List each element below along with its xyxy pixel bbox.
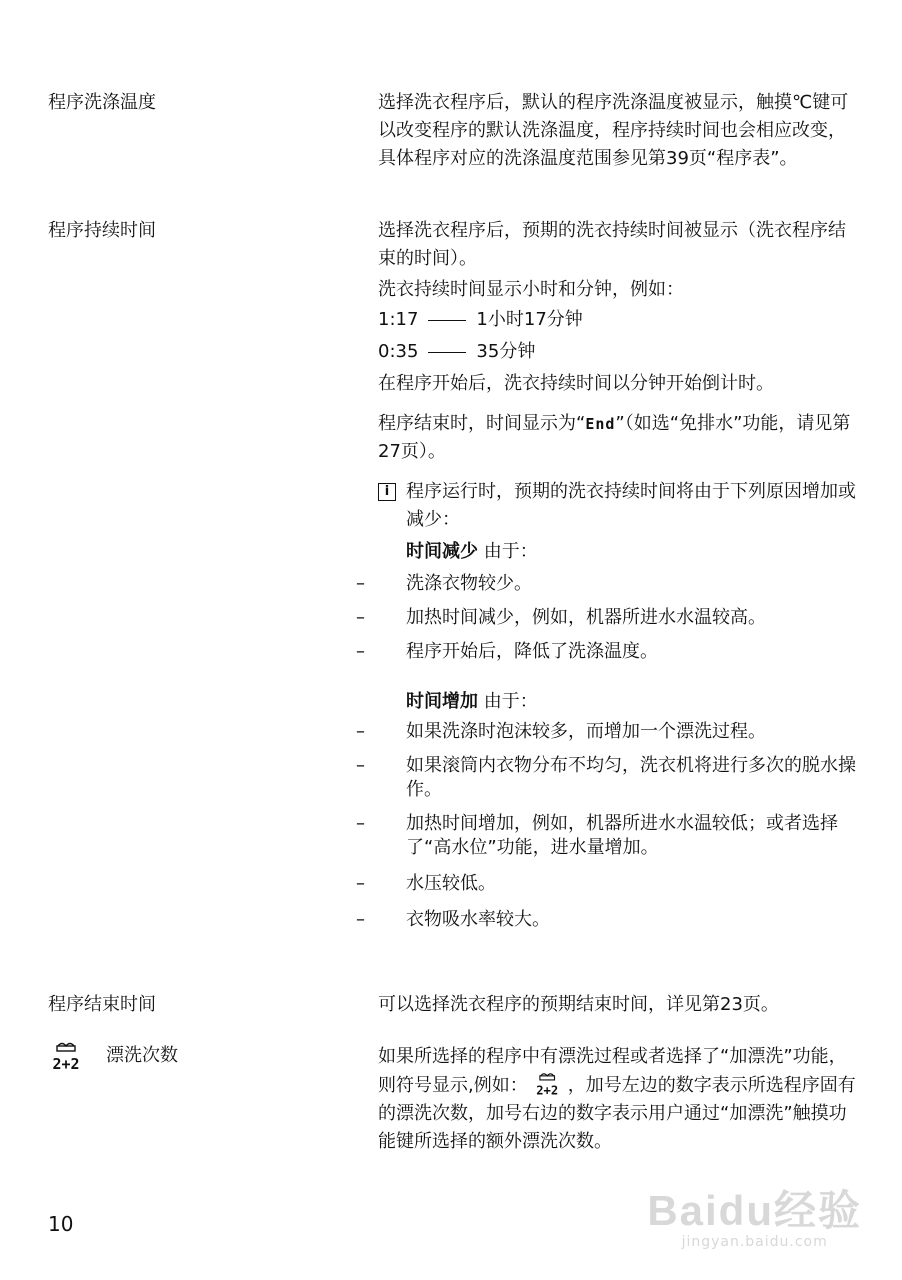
list-item: [350, 638, 858, 666]
text: 程序结束时，时间显示为“: [378, 413, 586, 434]
watermark: [647, 1178, 862, 1250]
item-text: 如果洗涤时泡沫较多，而增加一个漂洗过程。: [406, 721, 766, 742]
increase-by: 由于：: [483, 691, 538, 712]
list-item: [350, 906, 858, 934]
list-item: [350, 754, 858, 802]
item-text: 如果滚筒内衣物分布不均匀，洗衣机将进行多次的脱水操作。: [406, 755, 856, 800]
text: ”（如选“免排水”功能，请见第27页）。: [378, 413, 851, 462]
example-code: 0:35: [378, 341, 419, 362]
watermark-url: jingyan.baidu.com: [681, 1234, 828, 1250]
text: 如果所选择的程序中有漂洗过程或者选择了“加漂洗”功能，则符号显示,例如：: [378, 1046, 847, 1096]
increase-title: 时间增加: [406, 691, 478, 712]
paragraph: 选择洗衣程序后，默认的程序洗涤温度被显示，触摸℃键可以改变程序的默认洗涤温度，程序持续时间也会相应改变，具体程序对应的洗涤温度范围参见第39页“程序表”。: [378, 92, 849, 169]
list-item: [350, 604, 858, 632]
paragraph: [378, 1043, 858, 1156]
info-note: [378, 478, 858, 534]
dash: –: [356, 909, 365, 930]
paragraph: 洗衣持续时间显示小时和分钟，例如：: [378, 279, 684, 300]
label-program-duration: 程序持续时间: [48, 220, 156, 241]
watermark-logo: Baidu经验: [647, 1187, 862, 1234]
list-item: [350, 718, 858, 746]
label-wash-temperature: 程序洗涤温度: [48, 92, 156, 113]
item-text: 衣物吸水率较大。: [406, 909, 550, 930]
decrease-title: 时间减少: [406, 541, 478, 562]
text-program-end-time: [378, 991, 858, 1019]
list-item: [350, 870, 858, 898]
label-rinse-count-row: [48, 1040, 178, 1072]
increase-list: [356, 718, 858, 934]
dash: –: [356, 641, 365, 662]
list-item: [350, 812, 858, 860]
example-row: [378, 306, 858, 334]
dash: –: [356, 573, 365, 594]
dash: –: [356, 721, 365, 742]
list-item: [350, 570, 858, 598]
paragraph: 选择洗衣程序后，预期的洗衣持续时间被显示（洗衣程序结束的时间）。: [378, 220, 846, 269]
paragraph: 可以选择洗衣程序的预期结束时间，详见第23页。: [378, 994, 779, 1015]
text-program-duration: [356, 217, 858, 934]
dash: –: [356, 607, 365, 628]
item-text: 加热时间减少，例如，机器所进水水温较高。: [406, 607, 766, 628]
text-rinse-count: [378, 1043, 858, 1156]
example-text: 1小时17分钟: [476, 309, 583, 330]
paragraph: 在程序开始后，洗衣持续时间以分钟开始倒计时。: [378, 373, 774, 394]
increase-heading: [378, 688, 858, 716]
decrease-heading: [378, 538, 858, 566]
item-text: 水压较低。: [406, 873, 496, 894]
label-rinse-count: 漂洗次数: [106, 1045, 178, 1066]
rinse-icon-text: 2+2: [52, 1055, 80, 1072]
paragraph-end-display: [378, 410, 858, 466]
page-number: 10: [48, 1212, 74, 1236]
example-code: 1:17: [378, 309, 419, 330]
decrease-list: [0, 570, 858, 666]
item-text: 加热时间增加，例如，机器所进水水温较低；或者选择了“高水位”功能，进水量增加。: [406, 813, 838, 858]
info-icon: i: [378, 483, 396, 501]
rinse-icon-inline: [532, 1071, 564, 1097]
rinse-icon: [48, 1040, 86, 1072]
label-program-end-time: 程序结束时间: [48, 994, 156, 1015]
decrease-by: 由于：: [483, 541, 538, 562]
info-text: 程序运行时，预期的洗衣持续时间将由于下列原因增加或减少：: [406, 481, 856, 530]
text: ，加号左边的数字表示所选程序固有的漂洗次数，加号右边的数字表示用户通过“加漂洗”触摸功能键所选择的额外漂洗次数。: [378, 1075, 856, 1152]
separator-line: [428, 352, 466, 353]
item-text: 程序开始后，降低了洗涤温度。: [406, 641, 658, 662]
example-text: 35分钟: [476, 341, 536, 362]
rinse-icon-inline-text: 2+2: [535, 1083, 558, 1097]
example-row: [378, 338, 858, 366]
separator-line: [428, 320, 466, 321]
end-display-code: End: [585, 415, 616, 433]
item-text: 洗涤衣物较少。: [406, 573, 532, 594]
text-wash-temperature: [378, 89, 858, 173]
dash: –: [356, 813, 365, 834]
dash: –: [356, 873, 365, 894]
dash: –: [356, 755, 365, 776]
